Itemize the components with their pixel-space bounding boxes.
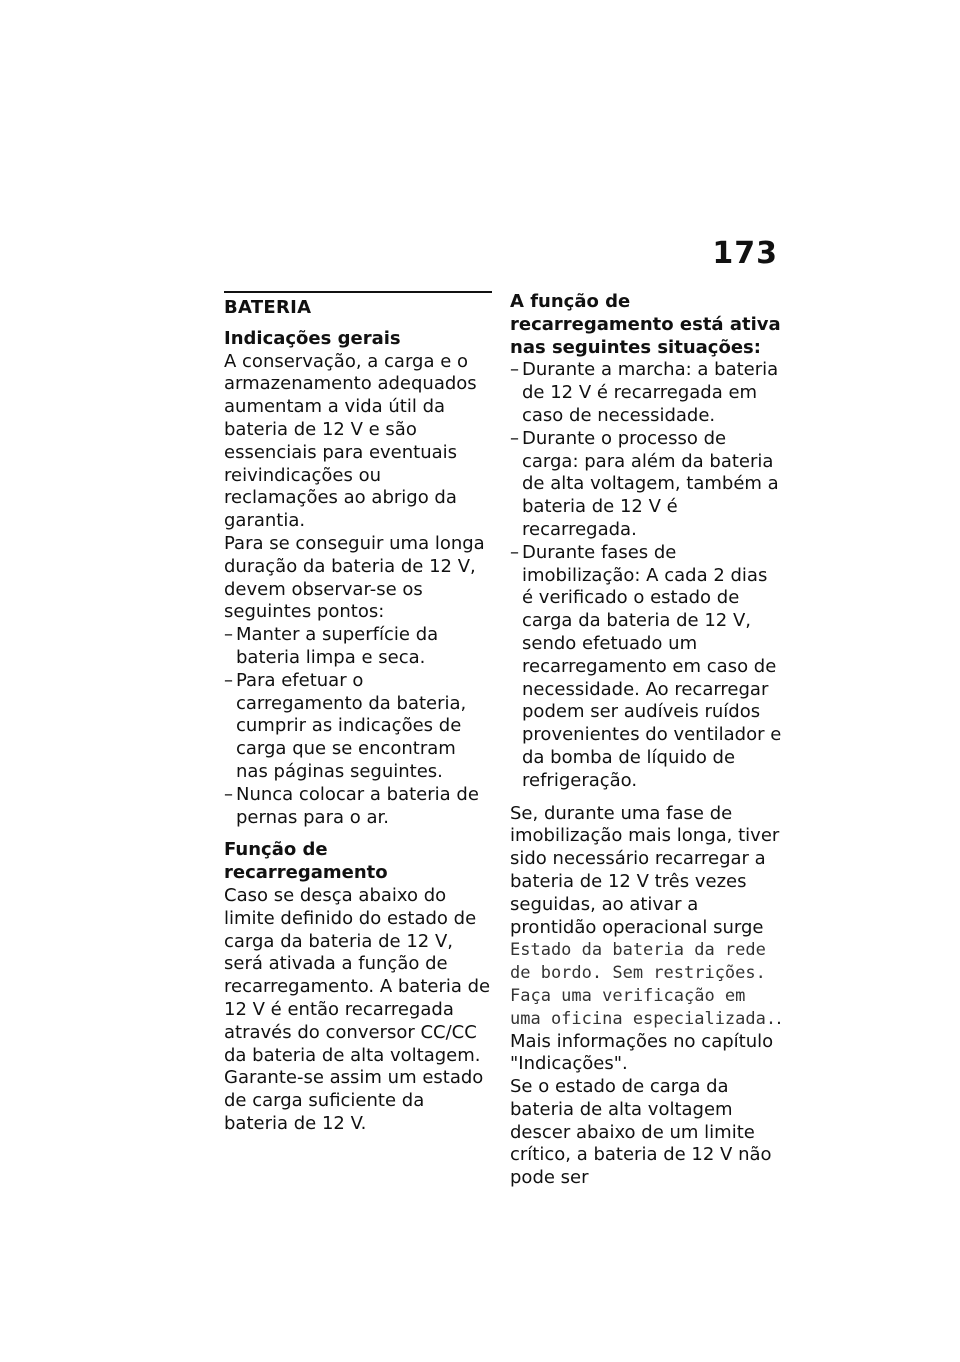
critical-charge-paragraph: Se o estado de carga da bateria de alta voltagem descer abaixo de um limite crítico, a bateria de 12 V não pode ser xyxy=(510,1076,772,1189)
general-paragraph-1: A conservação, a carga e o armazenamento adequados aumentam a vida útil da bateria de 12 V e são essenciais para eventuais reivindicações ou reclamações ao abrigo da garantia. xyxy=(224,350,477,532)
section-title: BATERIA xyxy=(224,297,312,318)
general-paragraph-2: Para se conseguir uma longa duração da bateria de 12 V, devem observar-se os seguintes pontos: xyxy=(224,532,485,623)
list-item: – Nunca colocar a bateria de pernas para o ar. xyxy=(224,784,492,830)
long-standstill-paragraph xyxy=(510,803,782,1077)
list-item: – Para efetuar o carregamento da bateria, cumprir as indicações de carga que se encontram nas páginas seguintes. xyxy=(224,670,492,784)
list-item: – Manter a superfície da bateria limpa e seca. xyxy=(224,624,492,670)
recharge-heading: Função de recarregamento xyxy=(224,839,388,884)
right-column xyxy=(510,291,782,1190)
page-number: 173 xyxy=(712,236,778,271)
situations-list xyxy=(510,359,782,792)
section-divider xyxy=(224,291,492,293)
list-item: – Durante fases de imobilização: A cada 2 dias é verificado o estado de carga da bateria de 12 V, sendo efetuado um recarregamento em caso de necessidade. Ao recarregar podem ser audíveis ruídos provenientes do ventilador e da bomba de líquido de refrigeração. xyxy=(510,542,782,793)
long-standstill-text: Se, durante uma fase de imobilização mais longa, tiver sido necessário recarregar a bateria de 12 V três vezes seguidas, ao ativar a prontidão operacional surge xyxy=(510,802,780,938)
general-heading: Indicações gerais xyxy=(224,327,401,349)
list-item: – Durante a marcha: a bateria de 12 V é recarregada em caso de necessidade. xyxy=(510,359,782,427)
chapter-reference: . Mais informações no capítulo "Indicações". xyxy=(510,1007,782,1075)
list-item: – Durante o processo de carga: para além da bateria de alta voltagem, também a bateria de 12 V é recarregada. xyxy=(510,428,782,542)
left-column xyxy=(224,291,492,1136)
battery-tips-list xyxy=(224,624,492,829)
display-message: Estado da bateria da rede de bordo. Sem restrições. Faça uma verificação em uma oficina especializada. xyxy=(510,940,777,1029)
active-situations-heading: A função de recarregamento está ativa nas seguintes situações: xyxy=(510,291,781,358)
recharge-paragraph: Caso se desça abaixo do limite definido do estado de carga da bateria de 12 V, será ativada a função de recarregamento. A bateria de 12 V é então recarregada através do conversor CC/CC da bateria de alta voltagem. Garante-se assim um estado de carga suficiente da bateria de 12 V. xyxy=(224,884,491,1134)
